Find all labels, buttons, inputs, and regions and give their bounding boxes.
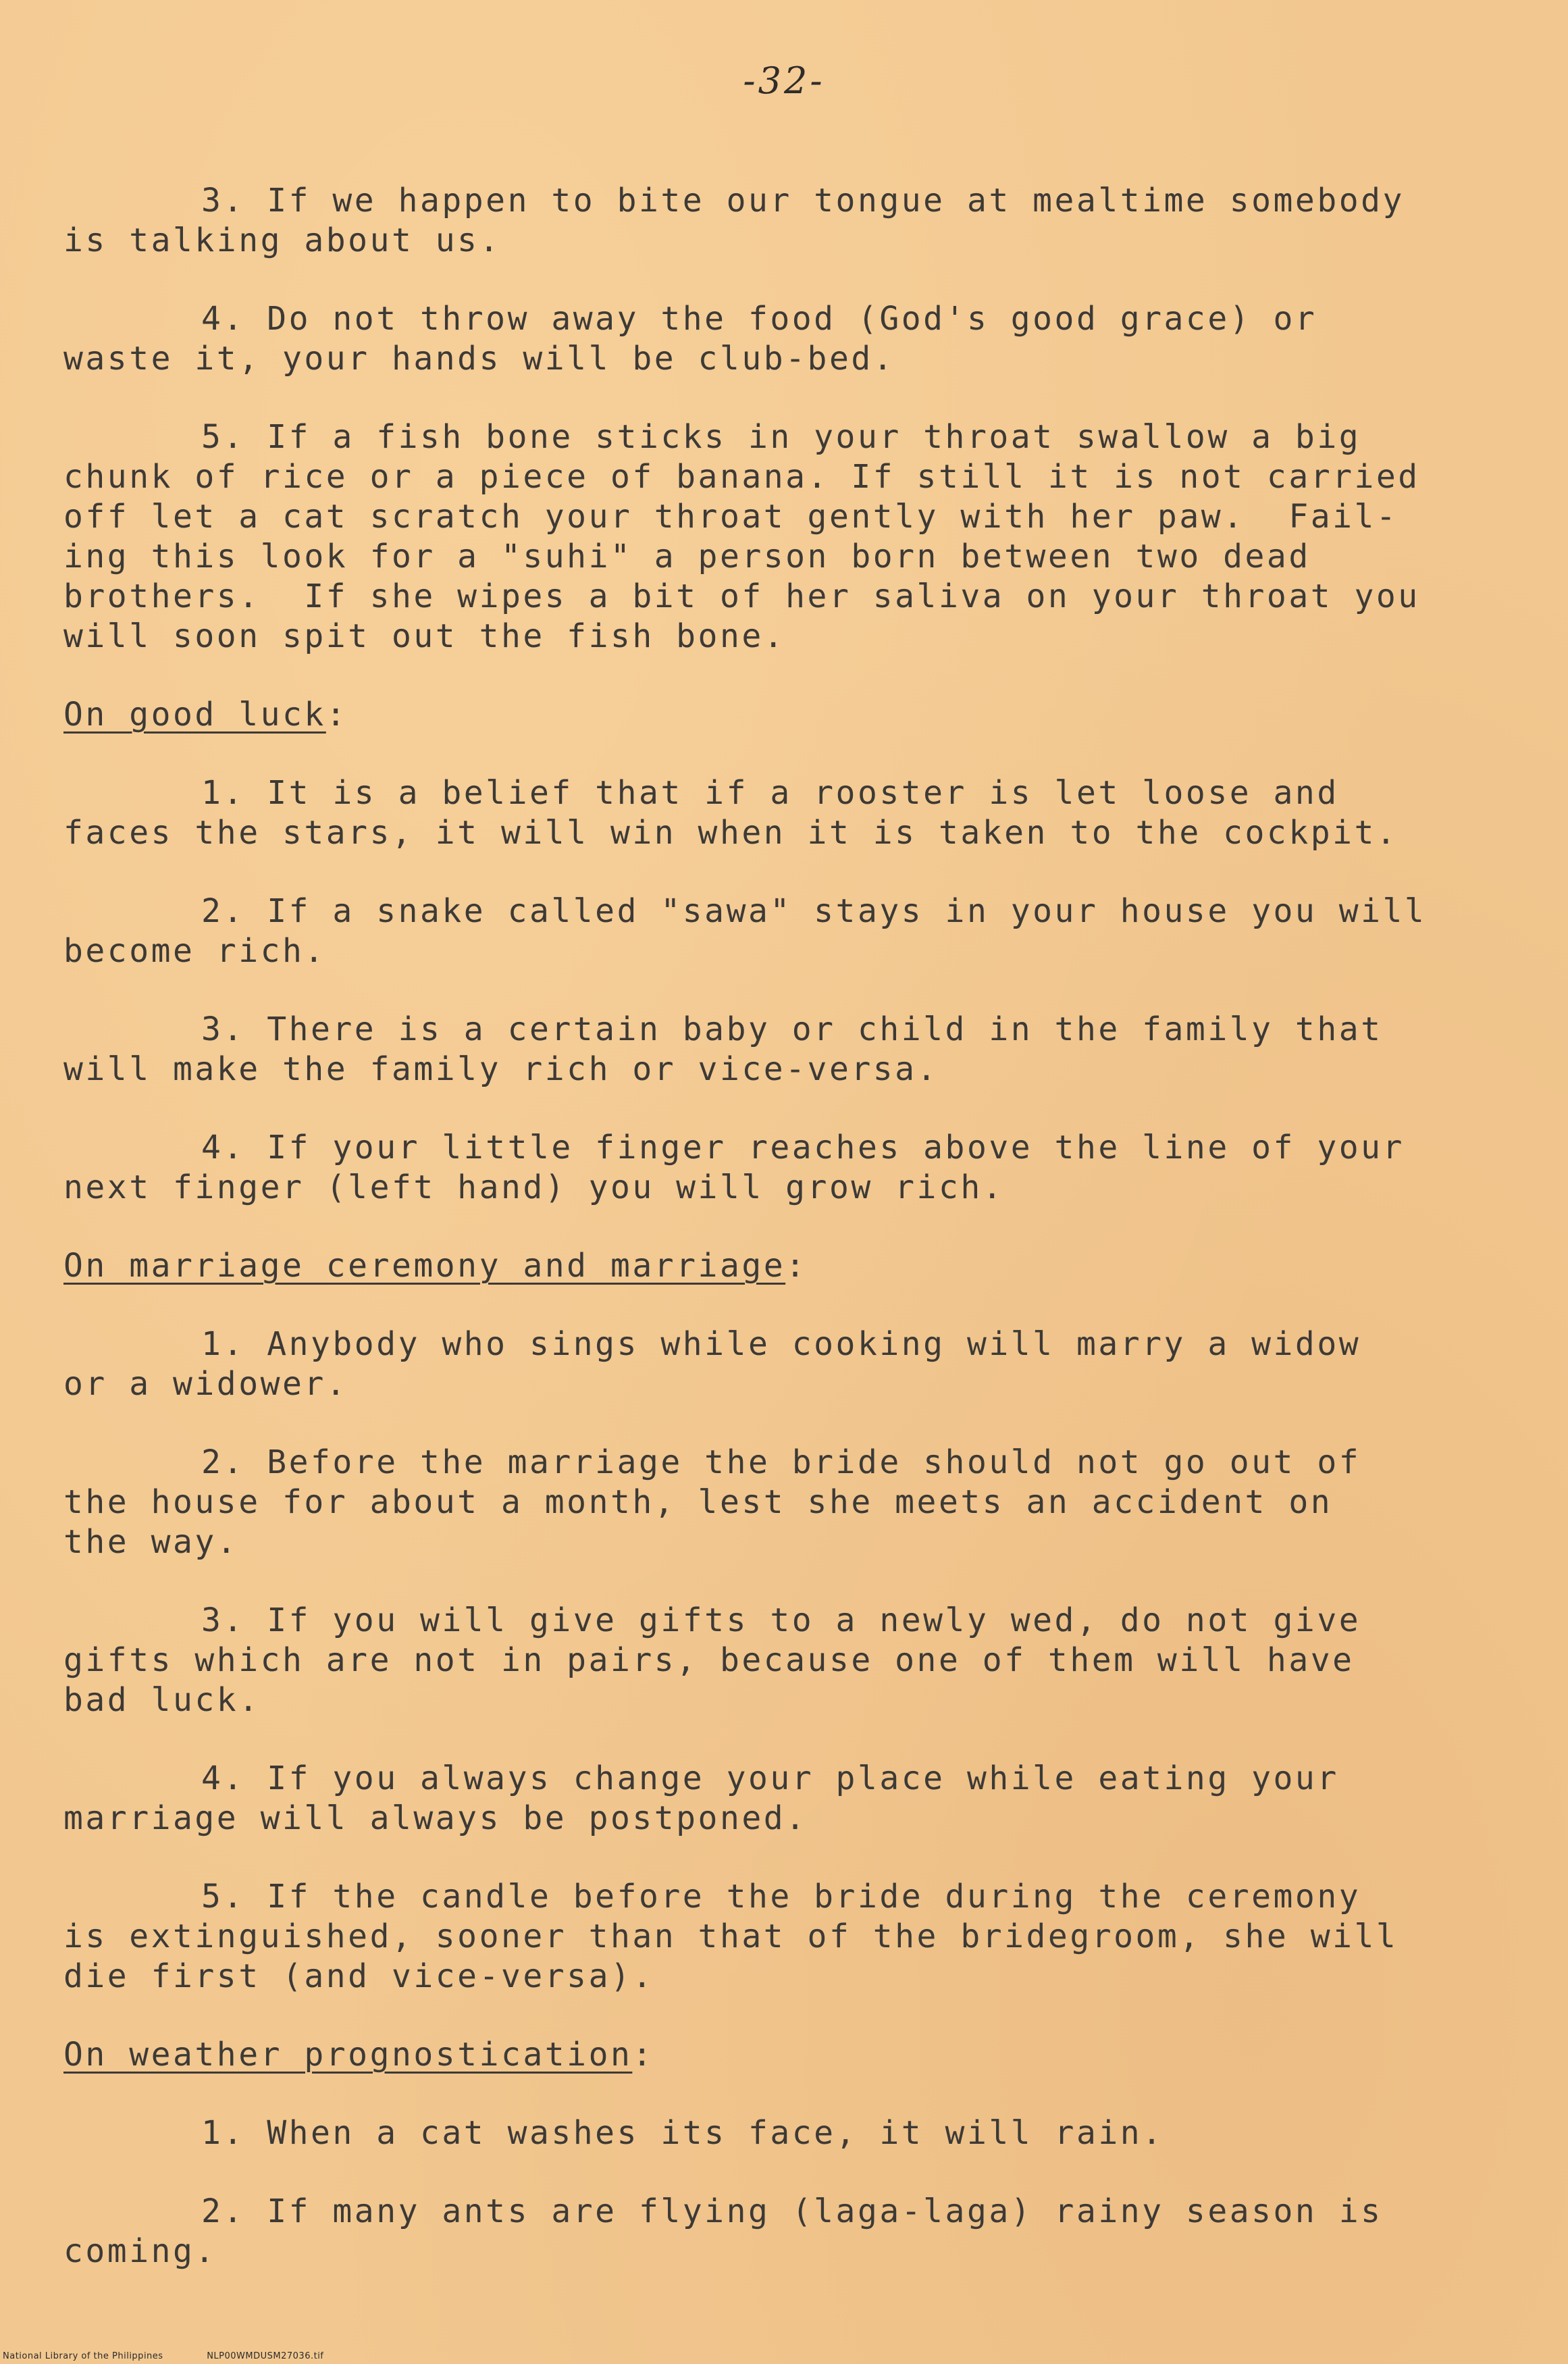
paragraph-gap [63,261,1515,299]
section-heading-punct: : [325,696,348,734]
list-item-line: the house for about a month, lest she meets an accident on [63,1483,1333,1521]
list-item-line: will make the family rich or vice-versa. [63,1050,939,1088]
paragraph-gap [63,1839,1515,1877]
list-item-line: the way. [63,1523,239,1561]
paragraph-gap [63,2075,1515,2113]
paragraph-gap [63,1089,1515,1128]
footer-filename: NLP00WMDUSM27036.tif [207,2351,324,2361]
list-item-line: 1. Anybody who sings while cooking will marry a widow [201,1325,1361,1363]
list-item-line: is extinguished, sooner than that of the bridegroom, she will [63,1918,1399,1955]
section-heading-punct: : [632,2036,654,2074]
list-item-line: become rich. [63,932,326,970]
paragraph-line: will soon spit out the fish bone. [63,617,786,655]
scan-footer [3,2351,323,2361]
paragraph-gap [63,971,1515,1010]
list-item-line: 4. If you always change your place while eating your [201,1759,1339,1797]
list-item-line: 3. There is a certain baby or child in the family that [201,1010,1383,1048]
paragraph-line: brothers. If she wipes a bit of her saliva on your throat you [63,577,1420,615]
list-item-line: 3. If you will give gifts to a newly wed, do not give [201,1601,1361,1639]
footer-library: National Library of the Philippines [3,2351,163,2361]
list-item-line: 1. It is a belief that if a rooster is let loose and [201,774,1339,812]
paragraph-gap [63,1720,1515,1759]
section-heading-text: On marriage ceremony and marriage [63,1247,786,1285]
paragraph-line: 3. If we happen to bite our tongue at mealtime somebody [201,182,1405,220]
list-item-line: 2. If a snake called "sawa" stays in your house you will [201,892,1427,930]
paragraph-gap [63,2153,1515,2192]
section-heading [63,1246,1515,1286]
paragraph-line: chunk of rice or a piece of banana. If still it is not carried [63,458,1420,496]
list-item-line: die first (and vice-versa). [63,1957,654,1995]
paragraph-gap [63,1562,1515,1601]
paragraph-line: 4. Do not throw away the food (God's good grace) or [201,300,1317,338]
list-item-line: gifts which are not in pairs, because one of them will have [63,1641,1355,1679]
section-heading [63,695,1515,735]
paragraph-gap [63,1997,1515,2035]
document-body [63,181,1515,2271]
list-item-line: coming. [63,2232,217,2270]
section-heading-punct: : [785,1247,808,1285]
paragraph-line: is talking about us. [63,222,501,259]
paragraph-gap [63,1208,1515,1246]
paragraph-gap [63,1404,1515,1443]
section-heading-text: On good luck [63,696,326,734]
list-item-line: bad luck. [63,1681,261,1719]
paragraph-gap [63,735,1515,773]
list-item-line: faces the stars, it will win when it is taken to the cockpit. [63,814,1399,852]
paragraph-line: ing this look for a "suhi" a person born between two dead [63,538,1311,575]
list-item-line: 4. If your little finger reaches above the line of your [201,1129,1405,1166]
paragraph-line: off let a cat scratch your throat gently with her paw. Fail- [63,498,1399,536]
list-item-line: or a widower. [63,1365,348,1403]
paragraph-gap [63,853,1515,892]
section-heading-text: On weather prognostication [63,2036,633,2074]
list-item-line: 2. If many ants are flying (laga-laga) rainy season is [201,2192,1383,2230]
paragraph-gap [63,657,1515,695]
section-heading [63,2035,1515,2075]
paragraph-gap [63,1286,1515,1325]
paragraph-gap [63,379,1515,417]
list-item-line: 5. If the candle before the bride during the ceremony [201,1878,1361,1916]
paragraph-line: waste it, your hands will be club-bed. [63,340,895,378]
page-number: -32- [743,59,825,102]
list-item-line: marriage will always be postponed. [63,1799,808,1837]
paragraph-line: 5. If a fish bone sticks in your throat swallow a big [201,418,1361,456]
list-item-line: next finger (left hand) you will grow rich. [63,1168,1005,1206]
list-item-line: 2. Before the marriage the bride should not go out of [201,1443,1361,1481]
list-item-line: 1. When a cat washes its face, it will rain. [201,2114,1164,2152]
